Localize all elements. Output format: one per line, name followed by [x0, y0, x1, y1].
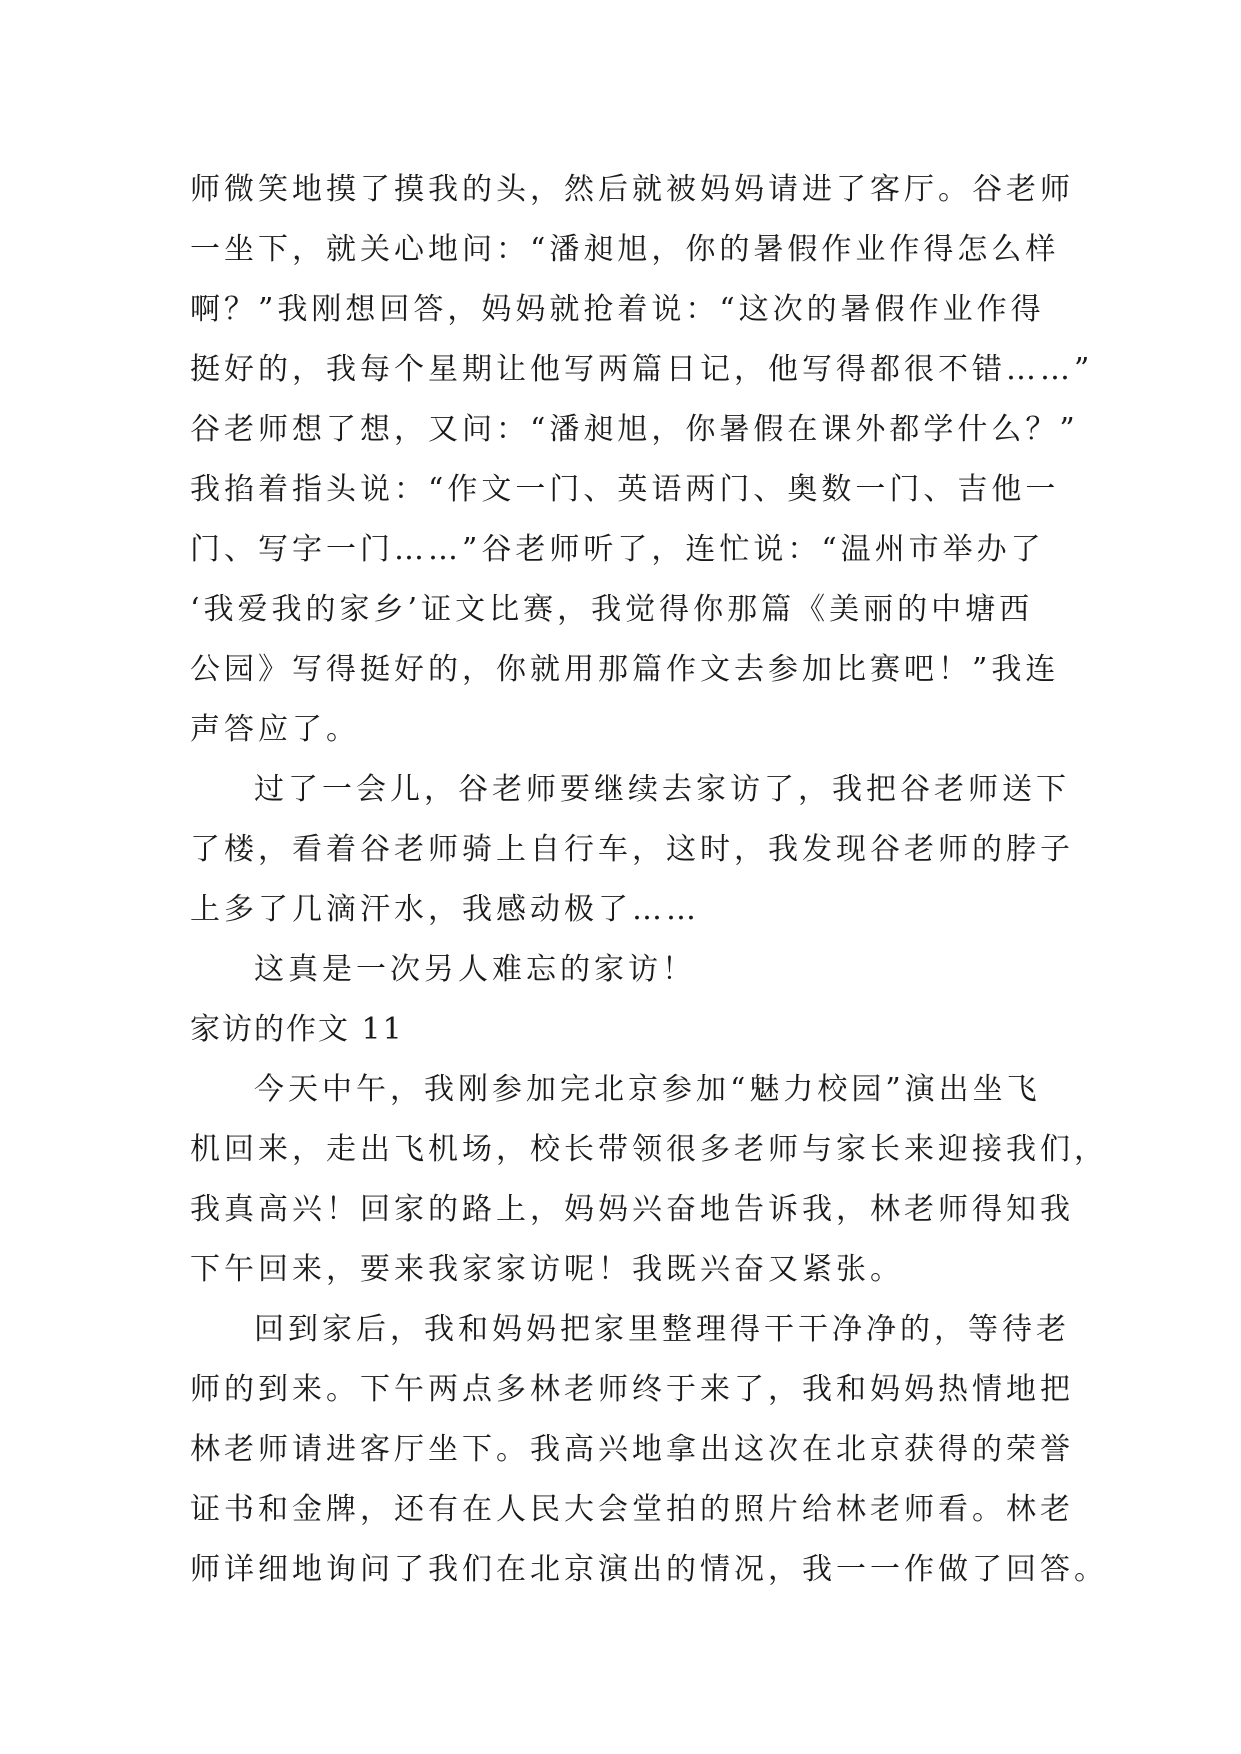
text-line: 谷老师想了想，又问：“潘昶旭，你暑假在课外都学什么？” — [190, 412, 1079, 447]
text-line: 机回来，走出飞机场，校长带领很多老师与家长来迎接我们， — [190, 1132, 1108, 1167]
text-line: 一坐下，就关心地问：“潘昶旭，你的暑假作业作得怎么样 — [190, 232, 1060, 267]
text-line: 师详细地询问了我们在北京演出的情况，我一一作做了回答。 — [190, 1552, 1108, 1587]
text-line: 师微笑地摸了摸我的头，然后就被妈妈请进了客厅。谷老师 — [190, 172, 1074, 207]
document-body — [190, 160, 1108, 1600]
text-line: 啊？”我刚想回答，妈妈就抢着说：“这次的暑假作业作得 — [190, 292, 1045, 327]
text-line: 挺好的，我每个星期让他写两篇日记，他写得都很不错……” — [190, 352, 1094, 387]
text-line: 声答应了。 — [190, 712, 360, 747]
text-line: 证书和金牌，还有在人民大会堂拍的照片给林老师看。林老 — [190, 1492, 1074, 1527]
text-line: 门、写字一门……”谷老师听了，连忙说：“温州市举办了 — [190, 532, 1045, 567]
text-line: 了楼，看着谷老师骑上自行车，这时，我发现谷老师的脖子 — [190, 832, 1074, 867]
text-line: 上多了几滴汗水，我感动极了…… — [190, 892, 700, 927]
text-line: 下午回来，要来我家家访呢！我既兴奋又紧张。 — [190, 1252, 904, 1287]
text-line: 我真高兴！回家的路上，妈妈兴奋地告诉我，林老师得知我 — [190, 1192, 1074, 1227]
text-line: 公园》写得挺好的，你就用那篇作文去参加比赛吧！”我连 — [190, 652, 1060, 687]
text-line: 林老师请进客厅坐下。我高兴地拿出这次在北京获得的荣誉 — [190, 1432, 1074, 1467]
paragraph-first-line: 回到家后，我和妈妈把家里整理得干干净净的，等待老 — [254, 1312, 1070, 1347]
text-line: 我掐着指头说：“作文一门、英语两门、奥数一门、吉他一 — [190, 472, 1060, 507]
paragraph-first-line: 过了一会儿，谷老师要继续去家访了，我把谷老师送下 — [254, 772, 1070, 807]
paragraph-first-line: 这真是一次另人难忘的家访！ — [254, 952, 696, 987]
text-line: ‘我爱我的家乡’证文比赛，我觉得你那篇《美丽的中塘西 — [190, 592, 1034, 627]
section-heading: 家访的作文 11 — [190, 1012, 404, 1047]
paragraph-first-line: 今天中午，我刚参加完北京参加“魅力校园”演出坐飞 — [254, 1072, 1041, 1107]
text-line: 师的到来。下午两点多林老师终于来了，我和妈妈热情地把 — [190, 1372, 1074, 1407]
